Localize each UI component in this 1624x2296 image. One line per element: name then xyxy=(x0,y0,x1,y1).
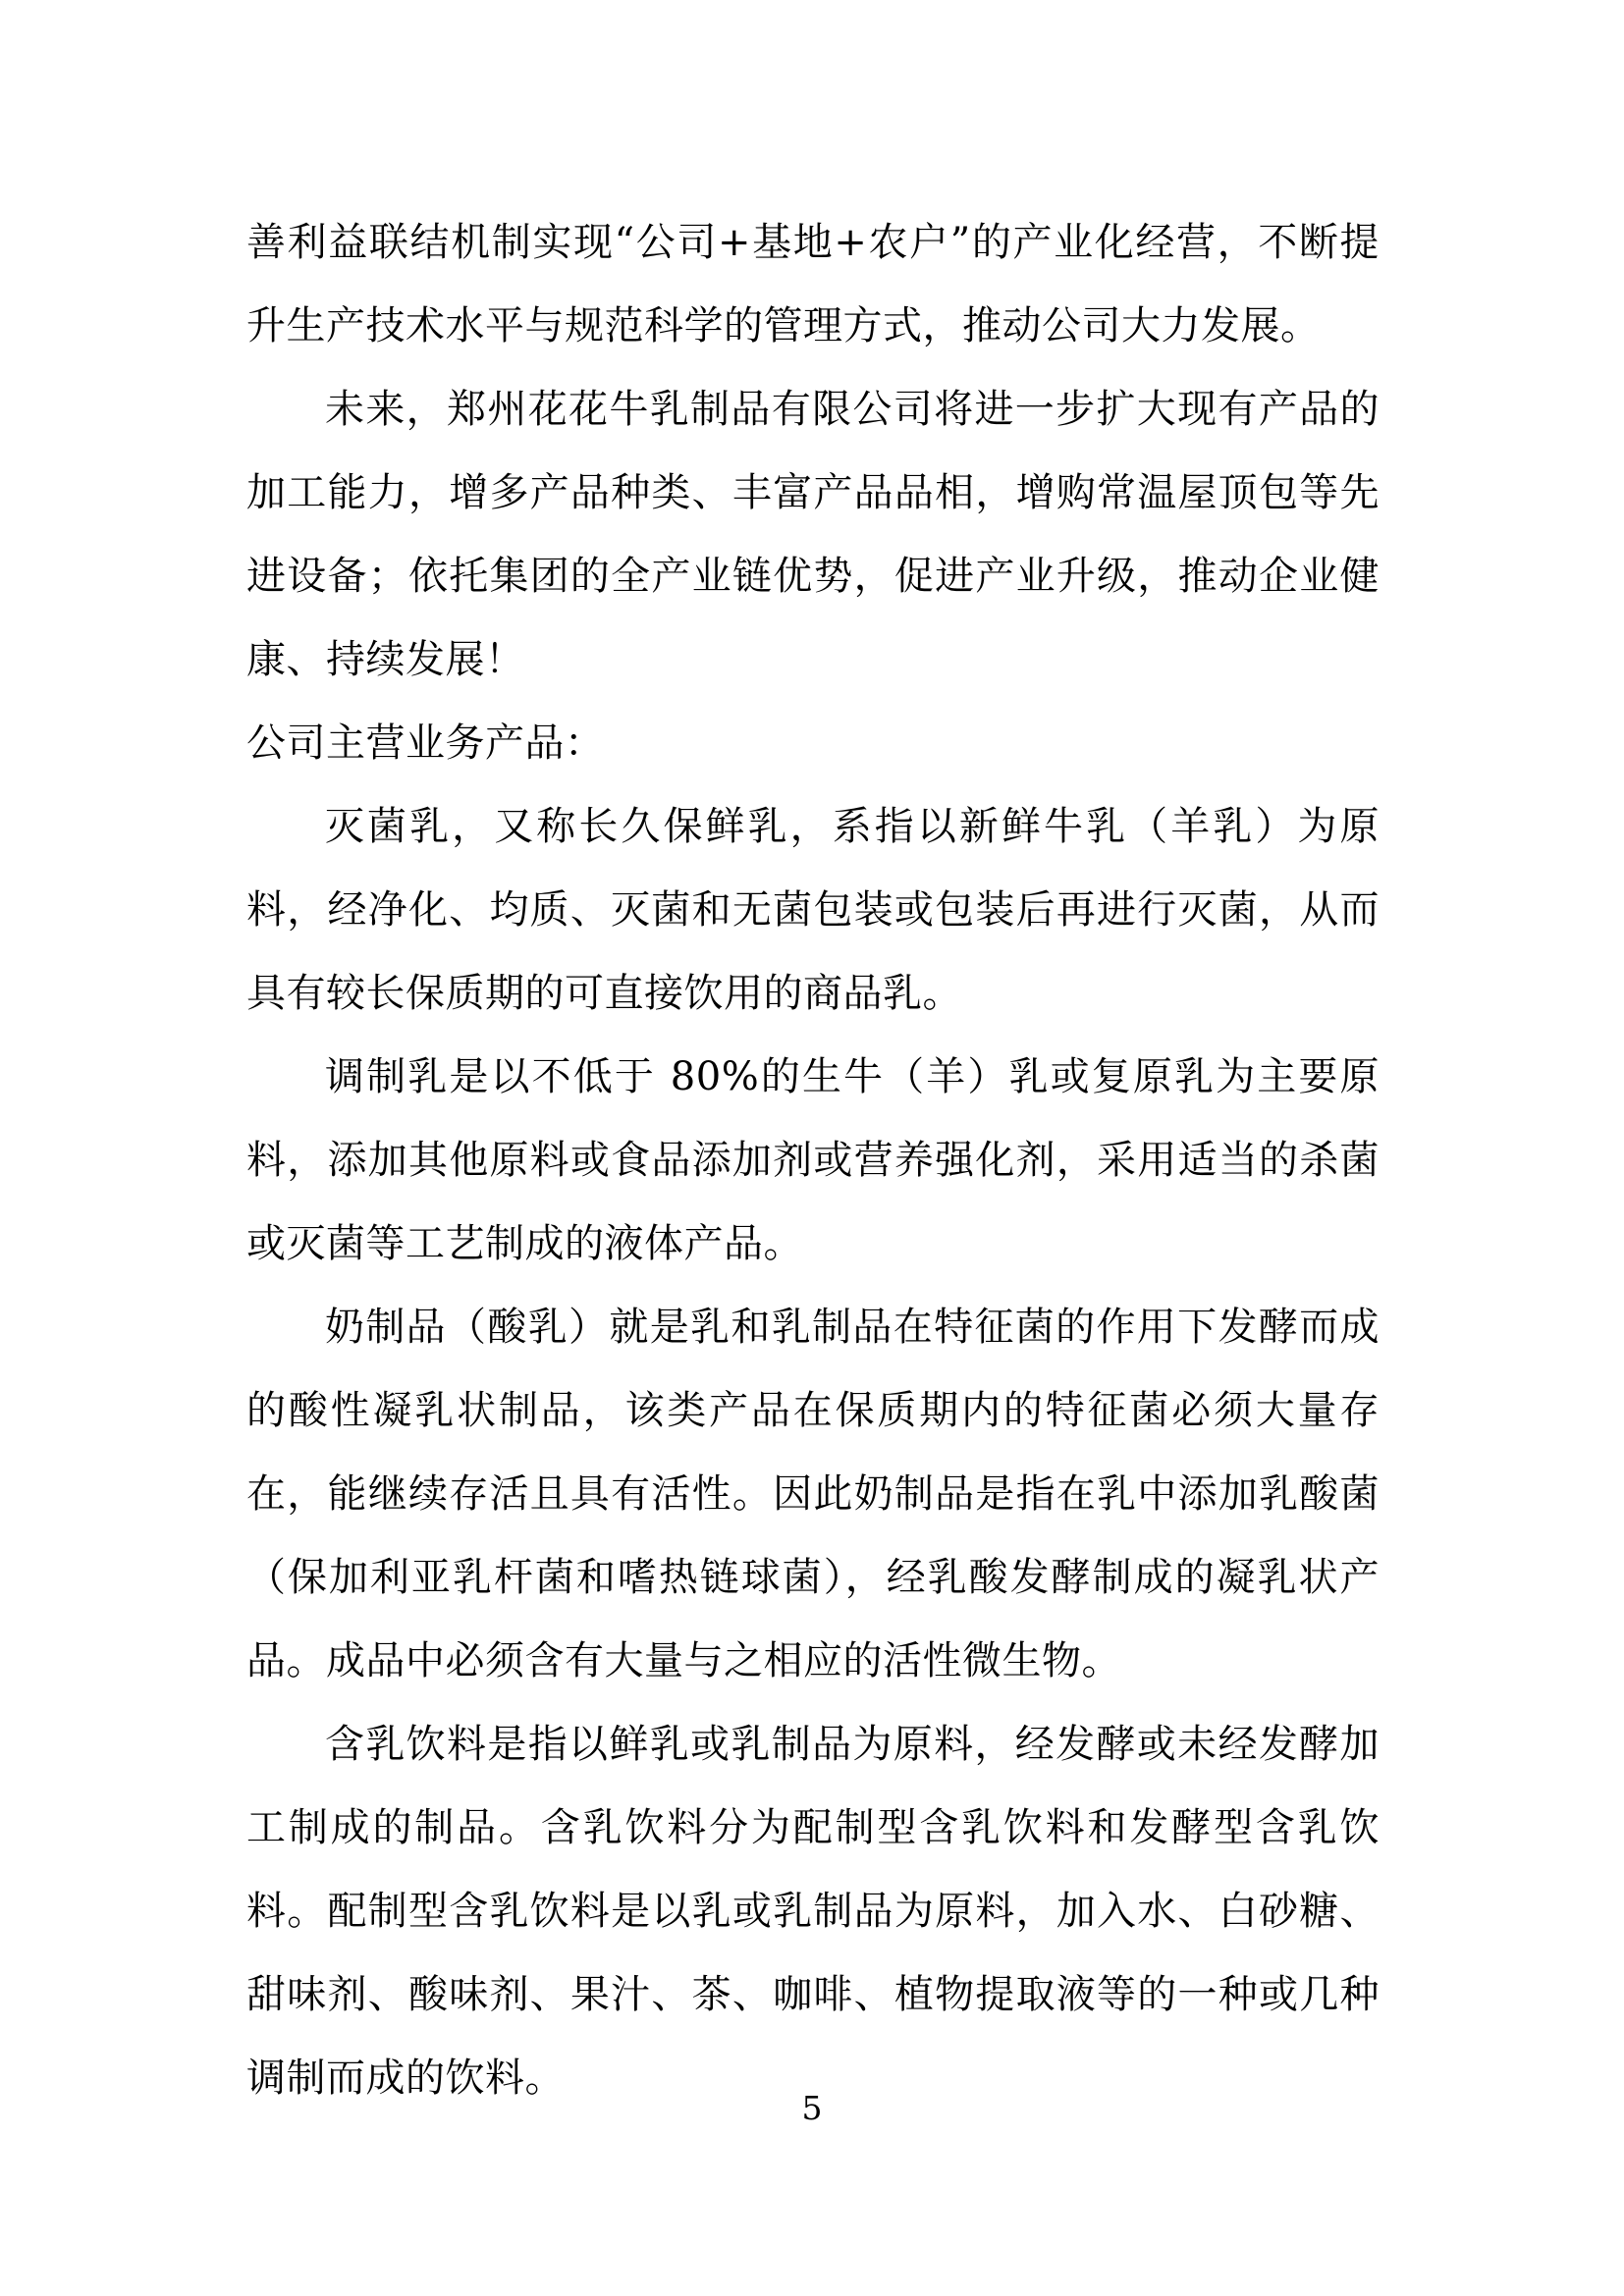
paragraph-sterilized-milk: 灭菌乳，又称长久保鲜乳，系指以新鲜牛乳（羊乳）为原料，经净化、均质、灭菌和无菌包装或包装后再进行灭菌，从而具有较长保质期的可直接饮用的商品乳。 xyxy=(246,804,1380,1016)
paragraph-future-plans: 未来，郑州花花牛乳制品有限公司将进一步扩大现有产品的加工能力，增多产品种类、丰富产品品相，增购常温屋顶包等先进设备；依托集团的全产业链优势，促进产业升级，推动企业健康、持续发展！ xyxy=(246,387,1380,682)
paragraph-modified-milk: 调制乳是以不低于 80%的生牛（羊）乳或复原乳为主要原料，添加其他原料或食品添加剂或营养强化剂，采用适当的杀菌或灭菌等工艺制成的液体产品。 xyxy=(246,1054,1380,1266)
document-body xyxy=(246,201,1380,2120)
paragraph-main-products-heading: 公司主营业务产品： xyxy=(246,721,605,766)
paragraph-yogurt-products: 奶制品（酸乳）就是乳和乳制品在特征菌的作用下发酵而成的酸性凝乳状制品，该类产品在保质期内的特征菌必须大量存在，能继续存活且具有活性。因此奶制品是指在乳中添加乳酸菌（保加利亚乳杆菌和嗜热链球菌），经乳酸发酵制成的凝乳状产品。成品中必须含有大量与之相应的活性微生物。 xyxy=(246,1305,1380,1683)
paragraph-continuation: 善利益联结机制实现“公司+基地+农户”的产业化经营，不断提升生产技术水平与规范科学的管理方式，推动公司大力发展。 xyxy=(246,220,1380,348)
page-number: 5 xyxy=(801,2089,823,2127)
paragraph-milk-beverages: 含乳饮料是指以鲜乳或乳制品为原料，经发酵或未经发酵加工制成的制品。含乳饮料分为配制型含乳饮料和发酵型含乳饮料。配制型含乳饮料是以乳或乳制品为原料，加入水、白砂糖、甜味剂、酸味剂、果汁、茶、咖啡、植物提取液等的一种或几种调制而成的饮料。 xyxy=(246,1722,1380,2101)
